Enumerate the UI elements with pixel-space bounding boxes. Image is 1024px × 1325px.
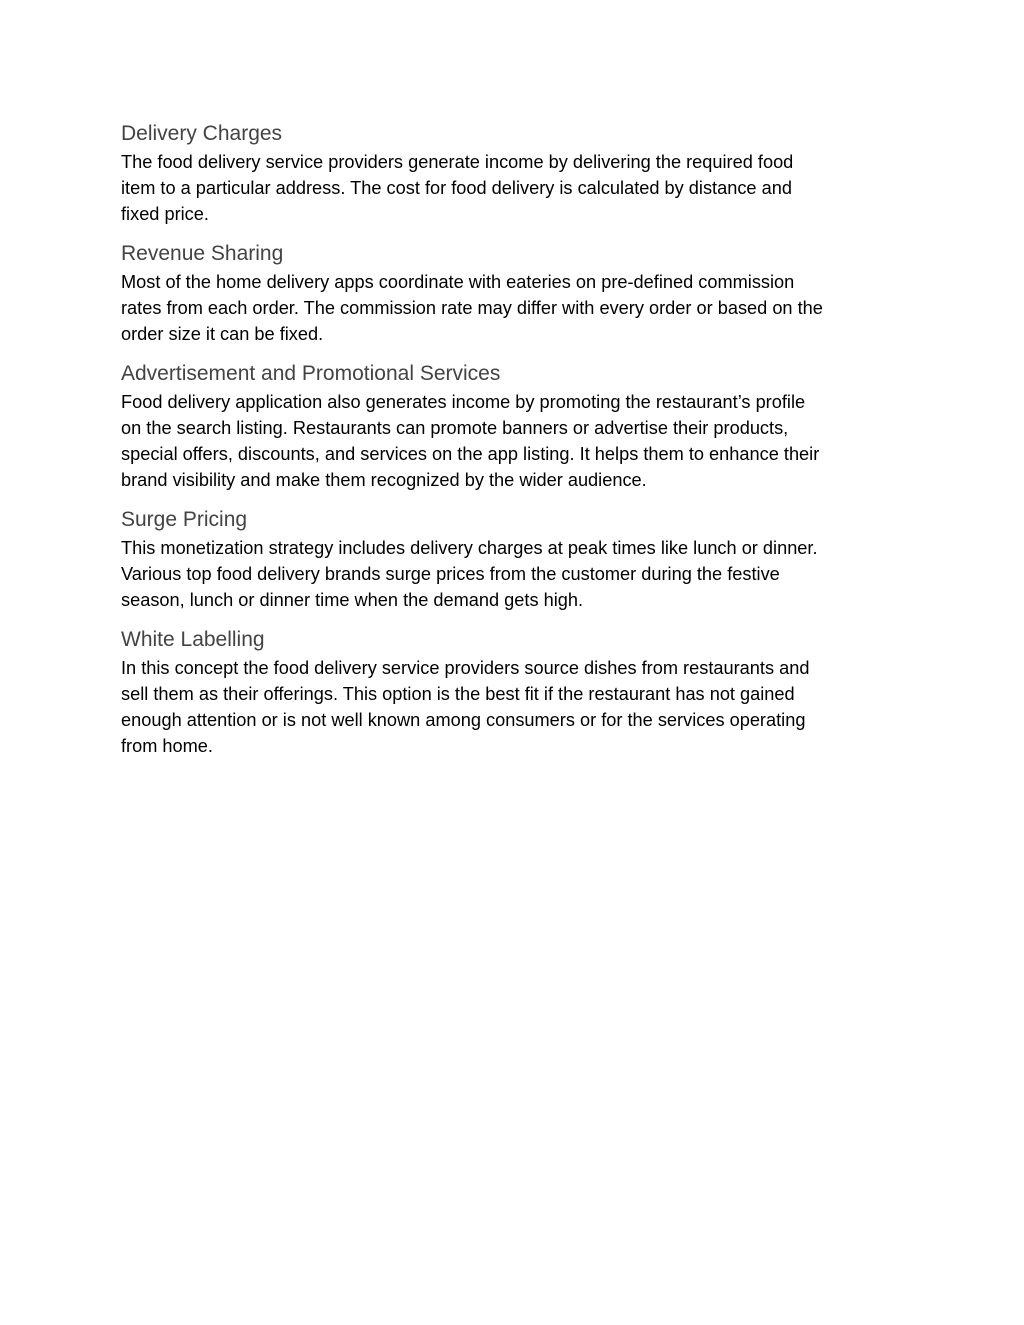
paragraph-line: The food delivery service providers generate income by delivering the required food xyxy=(121,152,794,172)
document-page xyxy=(121,119,906,771)
section-paragraph xyxy=(121,389,906,493)
paragraph-line: This monetization strategy includes delivery charges at peak times like lunch or dinner. xyxy=(121,538,818,558)
section-heading: Delivery Charges xyxy=(121,122,283,145)
section-white-labelling xyxy=(121,625,906,759)
section-heading: Advertisement and Promotional Services xyxy=(121,362,501,385)
paragraph-line: fixed price. xyxy=(121,204,209,224)
paragraph-line: Most of the home delivery apps coordinate with eateries on pre-defined commission xyxy=(121,272,795,292)
paragraph-line: brand visibility and make them recognized by the wider audience. xyxy=(121,470,647,490)
paragraph-line: rates from each order. The commission rate may differ with every order or based on the xyxy=(121,298,823,318)
paragraph-line: special offers, discounts, and services on the app listing. It helps them to enhance their xyxy=(121,444,820,464)
paragraph-line: from home. xyxy=(121,736,213,756)
section-paragraph xyxy=(121,269,906,347)
section-revenue-sharing xyxy=(121,239,906,347)
paragraph-line: order size it can be fixed. xyxy=(121,324,324,344)
section-advertisement-promotional xyxy=(121,359,906,493)
section-paragraph xyxy=(121,149,906,227)
paragraph-line: sell them as their offerings. This option is the best fit if the restaurant has not gained xyxy=(121,684,795,704)
paragraph-line: on the search listing. Restaurants can promote banners or advertise their products, xyxy=(121,418,789,438)
paragraph-line: Various top food delivery brands surge prices from the customer during the festive xyxy=(121,564,780,584)
section-delivery-charges xyxy=(121,119,906,227)
section-heading: Revenue Sharing xyxy=(121,242,284,265)
section-paragraph xyxy=(121,655,906,759)
section-surge-pricing xyxy=(121,505,906,613)
section-paragraph xyxy=(121,535,906,613)
paragraph-line: In this concept the food delivery service providers source dishes from restaurants and xyxy=(121,658,810,678)
section-heading: White Labelling xyxy=(121,628,265,651)
paragraph-line: enough attention or is not well known among consumers or for the services operating xyxy=(121,710,806,730)
section-heading: Surge Pricing xyxy=(121,508,248,531)
paragraph-line: season, lunch or dinner time when the demand gets high. xyxy=(121,590,584,610)
paragraph-line: Food delivery application also generates income by promoting the restaurant’s profile xyxy=(121,392,806,412)
paragraph-line: item to a particular address. The cost for food delivery is calculated by distance and xyxy=(121,178,792,198)
